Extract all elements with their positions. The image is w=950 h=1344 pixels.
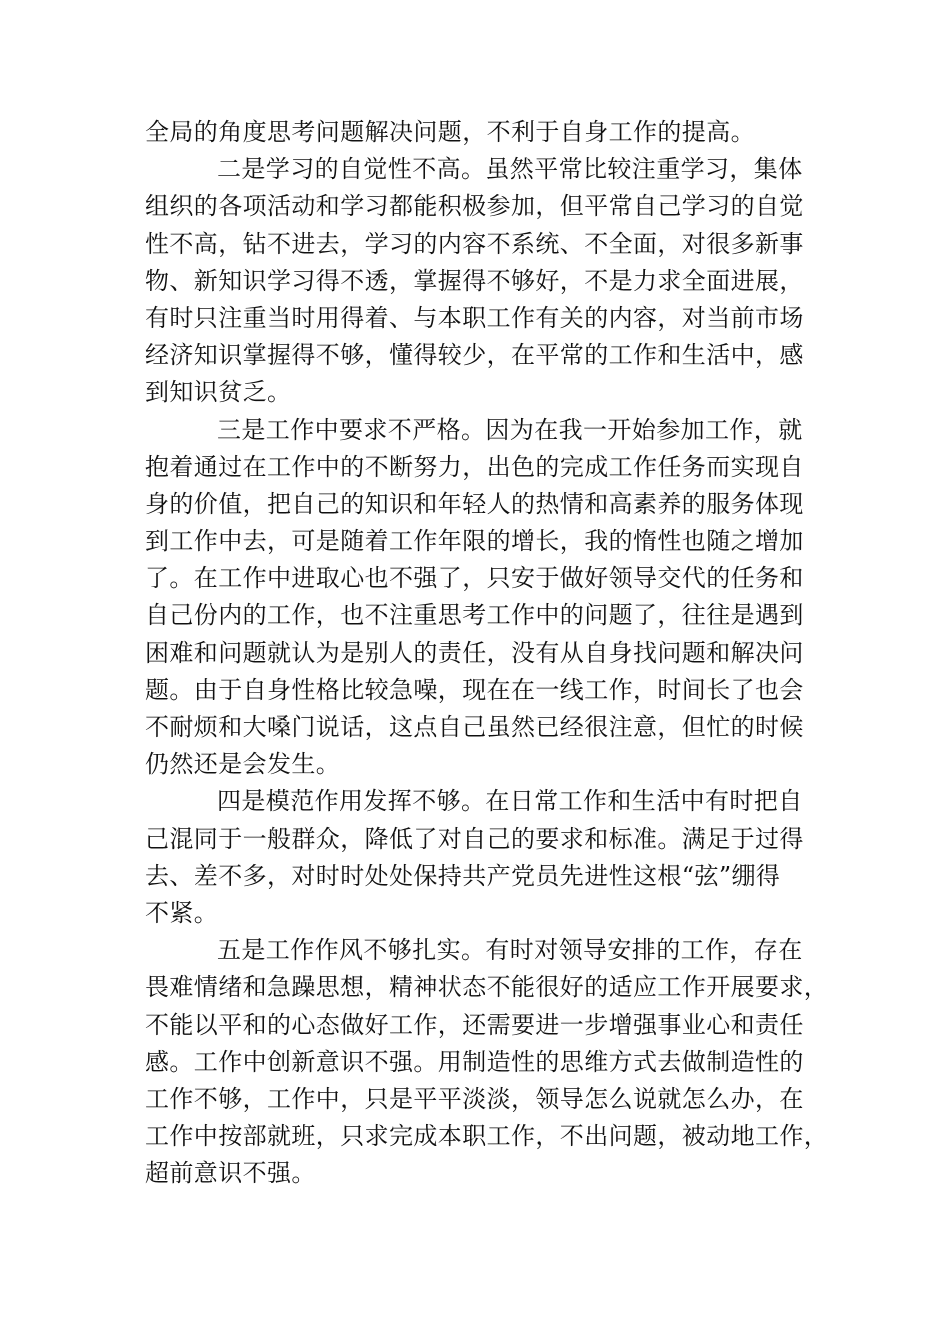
text-line: 到工作中去，可是随着工作年限的增长，我的惰性也随之增加	[145, 527, 804, 556]
paragraph-continuation	[145, 114, 800, 151]
text-line: 自己份内的工作，也不注重思考工作中的问题了，往往是遇到	[145, 601, 804, 630]
paragraph-work-style	[145, 932, 829, 1192]
text-line: 畏难情绪和急躁思想，精神状态不能很好的适应工作开展要求，	[145, 973, 829, 1002]
text-line: 己混同于一般群众，降低了对自己的要求和标准。满足于过得	[145, 824, 804, 853]
text-line: 感。工作中创新意识不强。用制造性的思维方式去做制造性的	[145, 1047, 804, 1076]
text-line: 四是模范作用发挥不够。在日常工作和生活中有时把自	[217, 787, 803, 816]
text-line: 经济知识掌握得不够，懂得较少，在平常的工作和生活中，感	[145, 341, 804, 370]
text-line: 困难和问题就认为是别人的责任，没有从自身找问题和解决问	[145, 638, 804, 667]
text-line: 了。在工作中进取心也不强了，只安于做好领导交代的任务和	[145, 564, 804, 593]
document-body	[145, 114, 829, 1192]
text-line: 有时只注重当时用得着、与本职工作有关的内容，对当前市场	[145, 303, 804, 332]
text-line: 不能以平和的心态做好工作，还需要进一步增强事业心和责任	[145, 1010, 804, 1039]
text-line: 工作不够，工作中，只是平平淡淡，领导怎么说就怎么办，在	[145, 1084, 804, 1113]
text-line: 不耐烦和大嗓门说话，这点自己虽然已经很注意，但忙的时候	[145, 713, 804, 741]
text-line: 到知识贫乏。	[145, 378, 292, 407]
text-line: 性不高，钻不进去，学习的内容不系统、不全面，对很多新事	[145, 229, 804, 258]
paragraph-study-awareness	[145, 151, 804, 411]
text-line: 超前意识不强。	[145, 1159, 316, 1188]
text-line: 三是工作中要求不严格。因为在我一开始参加工作，就	[217, 415, 803, 444]
text-line: 不紧。	[145, 898, 219, 927]
text-line: 工作中按部就班，只求完成本职工作，不出问题，被动地工作，	[145, 1122, 829, 1151]
text-line: 五是工作作风不够扎实。有时对领导安排的工作，存在	[217, 936, 803, 965]
text-line: 题。由于自身性格比较急噪，现在在一线工作，时间长了也会	[145, 675, 804, 704]
text-line: 物、新知识学习得不透，掌握得不够好，不是力求全面进展，	[145, 266, 804, 295]
text-line: 组织的各项活动和学习都能积极参加，但平常自己学习的自觉	[145, 192, 804, 221]
text-line: 全局的角度思考问题解决问题，不利于自身工作的提高。	[145, 118, 755, 146]
text-line: 抱着通过在工作中的不断努力，出色的完成工作任务而实现自	[145, 452, 804, 481]
text-line: 二是学习的自觉性不高。虽然平常比较注重学习，集体	[217, 155, 803, 184]
text-line: 仍然还是会发生。	[145, 750, 341, 779]
text-line: 身的价值，把自己的知识和年轻人的热情和高素养的服务体现	[145, 489, 804, 518]
paragraph-work-requirements	[145, 412, 804, 784]
text-line: 去、差不多，对时时处处保持共产党员先进性这根“弦”绷得	[145, 861, 781, 890]
paragraph-role-model	[145, 783, 804, 932]
